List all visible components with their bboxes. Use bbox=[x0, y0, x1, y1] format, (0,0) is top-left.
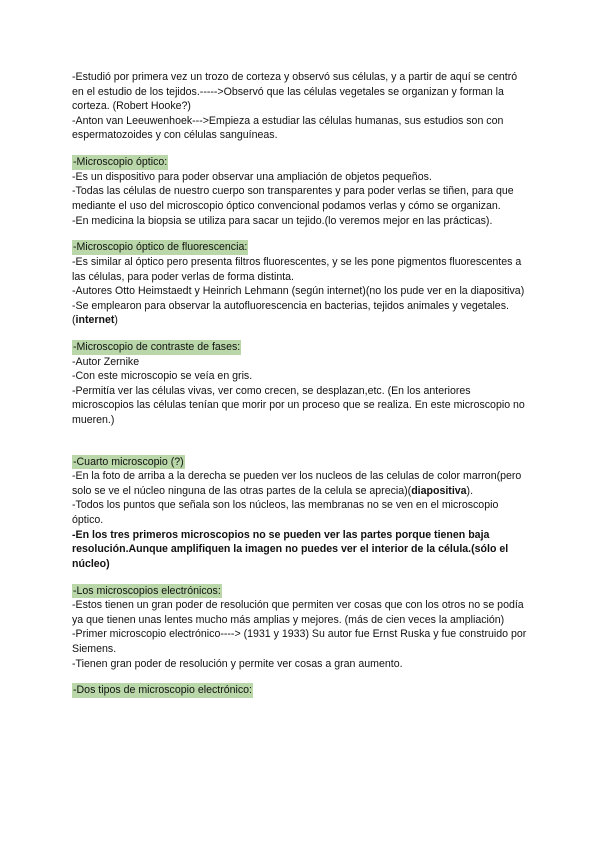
section-two-types bbox=[72, 683, 530, 698]
paragraph-mixed bbox=[72, 469, 530, 498]
paragraph: -Primer microscopio electrónico----> (1931 y 1933) Su autor fue Ernst Ruska y fue construido por Siemens. bbox=[72, 628, 527, 655]
paragraph-mixed bbox=[72, 299, 530, 328]
paragraph-end: ) bbox=[114, 314, 118, 327]
bold-paragraph: -En los tres primeros microscopios no se pueden ver las partes porque tienen baja resolución.Aunque amplifiquen la imagen no puedes ver el interior de la célula.(sólo el núcleo) bbox=[72, 528, 509, 570]
paragraph-end: ). bbox=[466, 484, 474, 497]
section-phase-contrast-microscope bbox=[72, 340, 530, 428]
paragraph: -Con este microscopio se veía en gris. bbox=[72, 370, 253, 383]
paragraph: -Permitía ver las células vivas, ver como crecen, se desplazan,etc. (En los anteriores microscopios las células tenían que morir por un proceso que se realiza. En este microscopio no mueren.) bbox=[72, 384, 525, 427]
paragraph-text: -Se emplearon para observar la autofluorescencia en bacterias, tejidos animales y vegetales.( bbox=[72, 299, 509, 327]
paragraph: -En medicina la biopsia se utiliza para sacar un tejido.(lo veremos mejor en las prácticas). bbox=[72, 214, 493, 227]
paragraph: -Todas las células de nuestro cuerpo son transparentes y para poder verlas se tiñen, para que mediante el uso del microscopio óptico convencional podamos verlas y cómo se organizan. bbox=[72, 185, 514, 212]
section-heading: -Cuarto microscopio (?) bbox=[73, 455, 184, 468]
section-heading: -Dos tipos de microscopio electrónico: bbox=[73, 684, 252, 697]
section-heading: -Microscopio óptico de fluorescencia: bbox=[73, 241, 248, 254]
section-fluorescence-microscope bbox=[72, 240, 530, 328]
paragraph: -Autor Zernike bbox=[72, 355, 140, 368]
paragraph-text: -En la foto de arriba a la derecha se pueden ver los nucleos de las celulas de color marron(pero solo se ve el núcleo ninguna de las otras partes de la celula se aprecia)( bbox=[72, 470, 522, 497]
bold-source: diapositiva bbox=[411, 484, 467, 497]
section-heading: -Los microscopios electrónicos: bbox=[73, 584, 221, 597]
paragraph: -Estos tienen un gran poder de resolución que permiten ver cosas que con los otros no se podía ya que tienen unas lentes mucho más amplias y mejores. (más de cien veces la ampliación) bbox=[72, 599, 524, 626]
paragraph: -Todos los puntos que señala son los núcleos, las membranas no se ven en el microscopio óptico. bbox=[72, 499, 499, 526]
paragraph: -Es un dispositivo para poder observar una ampliación de objetos pequeños. bbox=[72, 170, 432, 183]
bold-source: internet bbox=[75, 314, 115, 327]
paragraph: -Es similar al óptico pero presenta filtros fluorescentes, y se les pone pigmentos fluorescentes a las células, para poder verlas de forma distinta. bbox=[72, 255, 522, 283]
paragraph: -Anton van Leeuwenhoek--->Empieza a estudiar las células humanas, sus estudios son con espermatozoides y con células sanguíneas. bbox=[72, 114, 504, 142]
section-heading: -Microscopio óptico: bbox=[73, 156, 168, 169]
paragraph: -Tienen gran poder de resolución y permite ver cosas a gran aumento. bbox=[72, 657, 403, 670]
paragraph: -Estudió por primera vez un trozo de corteza y observó sus células, y a partir de aquí se centró en el estudio de los tejidos.----->Observó que las células vegetales se organizan y forman la corteza. (Robert Hooke?) bbox=[72, 71, 518, 113]
section-heading: -Microscopio de contraste de fases: bbox=[73, 341, 241, 354]
section-electron-microscopes bbox=[72, 584, 530, 672]
section-intro bbox=[72, 70, 530, 143]
paragraph: -Autores Otto Heimstaedt y Heinrich Lehmann (según internet)(no los pude ver en la diapositiva) bbox=[72, 285, 525, 298]
section-optical-microscope bbox=[72, 155, 530, 228]
section-fourth-microscope bbox=[72, 455, 530, 572]
